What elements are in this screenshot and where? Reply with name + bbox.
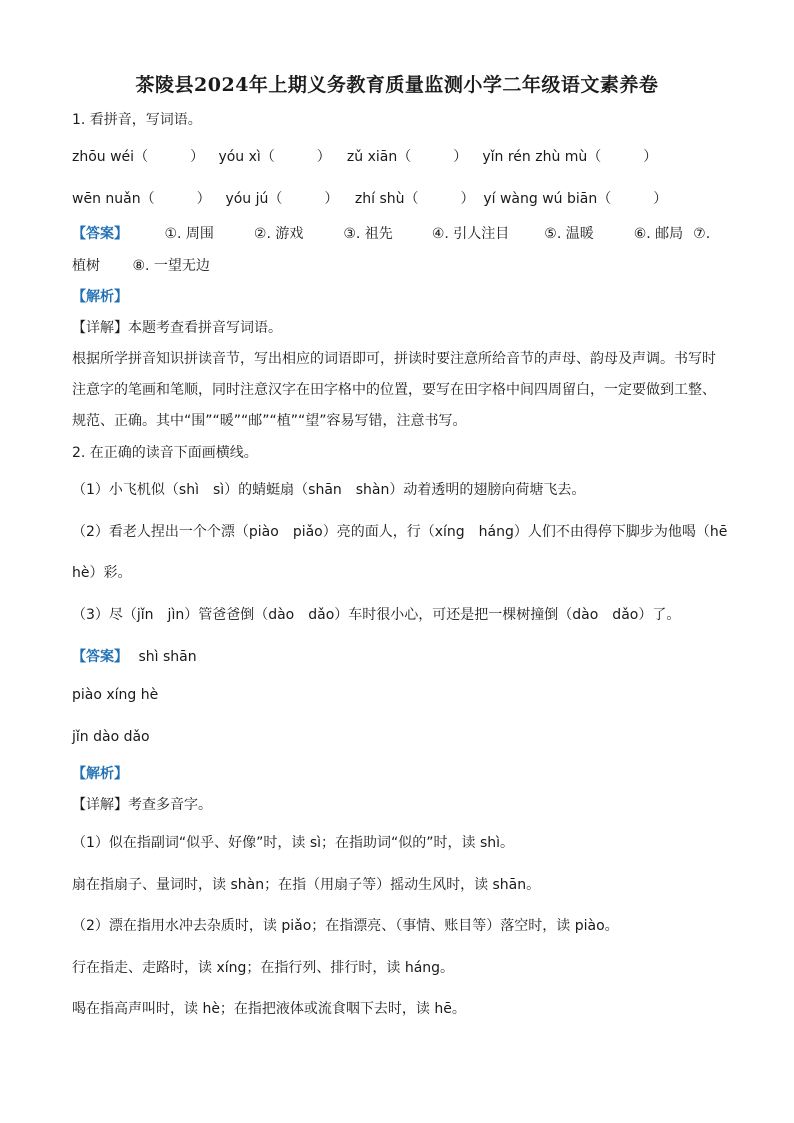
analysis-tag: 【解析】 <box>72 289 128 305</box>
analysis-tag: 【解析】 <box>72 766 128 782</box>
q2-sentence-3: （3）尽（jǐn jìn）管爸爸倒（dào dǎo）车时很小心，可还是把一棵树撞倒（dào dǎo）了。 <box>72 607 681 623</box>
answer-item: ⑥. 邮局 <box>633 226 684 242</box>
q1-pinyin-row-2 <box>72 188 732 208</box>
q1-stem: 1. 看拼音，写词语。 <box>72 112 202 128</box>
q1-answer-line-1 <box>72 223 732 243</box>
answer-tag: 【答案】 <box>72 226 128 242</box>
answer-tag: 【答案】 <box>72 649 128 665</box>
detail-text: 考查多音字。 <box>128 797 212 813</box>
q2-detail-heading <box>72 794 732 814</box>
q2-explanation-line: 扇在指扇子、量词时，读 shàn；在指（用扇子等）摇动生风时，读 shān。 <box>72 877 541 893</box>
pinyin-item: wēn nuǎn（ ） <box>72 191 211 207</box>
q1-detail-paragraph-line: 注意字的笔画和笔顺，同时注意汉字在田字格中的位置，要写在田字格中间四周留白，一定要做到工整、 <box>72 382 716 398</box>
q1-pinyin-row-1 <box>72 146 732 166</box>
q2-sentence-2: （2）看老人捏出一个个漂（piào piǎo）亮的面人，行（xíng háng）人们不由得停下脚步为他喝（hē <box>72 524 728 540</box>
q2-explanation-line: 喝在指高声叫时，读 hè；在指把液体或流食咽下去时，读 hē。 <box>72 1001 466 1017</box>
detail-tag: 【详解】 <box>72 797 128 813</box>
answer-item: ④. 引人注目 <box>431 226 510 242</box>
q2-sentence-1: （1）小飞机似（shì sì）的蜻蜓扇（shān shàn）动着透明的翅膀向荷塘飞去。 <box>72 482 586 498</box>
q1-detail-paragraph-line: 规范、正确。其中“围”“暖”“邮”“植”“望”容易写错，注意书写。 <box>72 413 467 429</box>
pinyin-item: yí wàng wú biān（ ） <box>483 191 668 207</box>
answer-item: ⑧. 一望无边 <box>132 258 210 274</box>
answer-item: ②. 游戏 <box>253 226 304 242</box>
answer-item: ⑤. 温暖 <box>544 226 594 242</box>
q1-detail-heading <box>72 317 732 337</box>
answer-item: 植树 <box>72 258 100 274</box>
pinyin-item: zhí shù（ ） <box>354 191 475 207</box>
pinyin-item: yóu jú（ ） <box>225 191 339 207</box>
detail-tag: 【详解】 <box>72 320 128 336</box>
answer-item: jǐn dào dǎo <box>72 729 150 745</box>
q2-explanation-line: （2）漂在指用水冲去杂质时，读 piǎo；在指漂亮、（事情、账目等）落空时，读 piào。 <box>72 918 619 934</box>
pinyin-item: yóu xì（ ） <box>218 149 331 165</box>
q2-answer-line <box>72 646 732 666</box>
answer-item: ⑦. <box>693 226 711 242</box>
page-title: 茶陵县2024年上期义务教育质量监测小学二年级语文素养卷 <box>135 74 659 96</box>
answer-item: ①. 周围 <box>164 226 214 242</box>
pinyin-item: yǐn rén zhù mù（ ） <box>482 149 658 165</box>
answer-item: piào xíng hè <box>72 687 159 703</box>
answer-item: shì shān <box>138 649 197 665</box>
q2-explanation-line: （1）似在指副词“似乎、好像”时，读 sì；在指助词“似的”时，读 shì。 <box>72 835 515 851</box>
pinyin-item: zǔ xiān（ ） <box>346 149 468 165</box>
q1-answer-line-2 <box>72 255 732 275</box>
detail-text: 本题考查看拼音写词语。 <box>128 320 282 336</box>
q2-stem: 2. 在正确的读音下面画横线。 <box>72 445 258 461</box>
answer-item: ③. 祖先 <box>343 226 393 242</box>
q2-explanation-line: 行在指走、走路时，读 xíng；在指行列、排行时，读 háng。 <box>72 960 455 976</box>
q2-sentence-2-continued: hè）彩。 <box>72 565 132 581</box>
pinyin-item: zhōu wéi（ ） <box>72 149 205 165</box>
q1-detail-paragraph-line: 根据所学拼音知识拼读音节，写出相应的词语即可，拼读时要注意所给音节的声母、韵母及声调。书写时 <box>72 351 716 367</box>
